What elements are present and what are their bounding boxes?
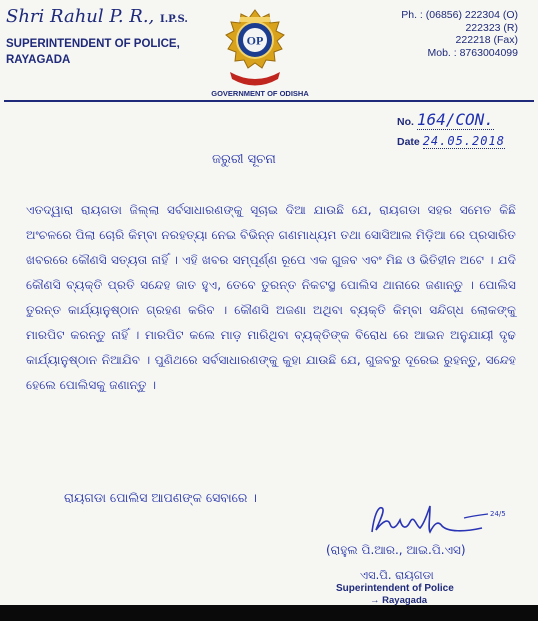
notice-closing: ରାୟଗଡା ପୋଲିସ ଆପଣଙ୍କ ସେବାରେ ।: [64, 490, 257, 505]
reference-number-label: No.: [397, 116, 414, 128]
phone-office: Ph. : (06856) 222304 (O): [401, 9, 518, 21]
signatory-stamp-title: Superintendent of Police: [336, 583, 454, 594]
reference-date-label: Date: [397, 136, 420, 148]
contact-block: [401, 9, 518, 59]
odisha-police-emblem: [212, 6, 298, 92]
reference-number-value: 164/CON.: [416, 110, 494, 129]
phone-residence: 222323 (R): [465, 21, 518, 34]
reference-date-value: 24.05.2018: [422, 134, 505, 148]
officer-suffix: I.P.S.: [160, 14, 188, 25]
signature-date-note: 24/5: [490, 510, 506, 518]
reference-date: [397, 134, 505, 148]
officer-name: [6, 6, 188, 27]
government-label: GOVERNMENT OF ODISHA: [185, 89, 335, 98]
signatory-stamp-place-text: Rayagada: [382, 595, 428, 605]
officer-title: [6, 36, 180, 68]
mobile-number: Mob. : 8763004099: [427, 46, 518, 59]
header-divider: [4, 100, 534, 102]
reference-number: [397, 110, 494, 129]
handwritten-signature: [368, 502, 518, 542]
officer-title-line2: RAYAGADA: [6, 54, 71, 66]
officer-name-text: Shri Rahul P. R.,: [6, 6, 155, 27]
bottom-bar: [0, 605, 538, 621]
notice-body: ଏତଦ୍ୱାରା ରାୟଗଡା ଜିଲ୍ଲା ସର୍ବସାଧାରଣଙ୍କୁ ସୂଚାଇ ଦିଆ ଯାଉଛି ଯେ, ରାୟଗଡା ସହର ସମେତ କିଛି ଅଂଚଳରେ ପିଲା ଚୋରି କିମ୍ବା ନରହତ୍ୟା ନେଇ ବିଭିନ୍ନ ଗଣମାଧ୍ୟମ ତଥା ସୋସିଆଲ ମିଡ଼ିଆ ରେ ପ୍ରସାରିତ ଖବରରେ କୌଣସି ସତ୍ୟତା ନାହିଁ । ଏହି ଖବର ସମ୍ପୂର୍ଣ୍ଣ ରୂପେ ଏକ ଗୁଜବ ଏବଂ ମିଛ ଓ ଭିତିହୀନ ଅଟେ । ଯଦି କୌଣସି ବ୍ୟକ୍ତି ପ୍ରତି ସନ୍ଦେହ ଜାତ ହୁଏ, ତେବେ ତୁରନ୍ତ ନିକଟସ୍ଥ ପୋଲିସ ଥାନାରେ ଜଣାନ୍ତୁ । ପୋଲିସ ତୁରନ୍ତ କାର୍ଯ୍ୟାନୁଷ୍ଠାନ ଗ୍ରହଣ କରିବ । କୌଣସି ଅଜଣା ଅଥିବା ବ୍ୟକ୍ତି କିମ୍ବା ସନ୍ଦିଗ୍ଧ ଲୋକଙ୍କୁ ମାରପିଟ କରନ୍ତୁ ନାହିଁ । ମାରପିଟ କଲେ ମାଡ଼ ମାରିଥିବା ବ୍ୟକ୍ତିଙ୍କ ବିରୋଧ ରେ ଆଇନ ଅନୁଯାୟୀ ଦୃଢ କାର୍ଯ୍ୟାନୁଷ୍ଠାନ ନିଆଯିବ । ପୁଣିଥରେ ସର୍ବସାଧାରଣଙ୍କୁ କୁହା ଯାଉଛି ଯେ, ଗୁଜବରୁ ଦୂରେଇ ରୁହନ୍ତୁ, ସନ୍ଦେହ ହେଲେ ପୋଲିସକୁ ଜଣାନ୍ତୁ ।: [26, 203, 516, 392]
signatory-name: (ରାହୁଲ ପି.ଆର., ଆଇ.ପି.ଏସ): [326, 543, 466, 557]
emblem-initials: OP: [246, 33, 264, 48]
notice-heading: ଜରୁରୀ ସୂଚନା: [212, 152, 276, 167]
officer-title-line1: SUPERINTENDENT OF POLICE,: [6, 38, 180, 50]
signatory-stamp-place: [370, 595, 427, 605]
fax-number: 222218 (Fax): [455, 34, 518, 46]
signatory-title-odia: ଏସ.ପି. ରାୟଗଡା: [360, 568, 434, 582]
arrow-icon: →: [370, 595, 383, 605]
